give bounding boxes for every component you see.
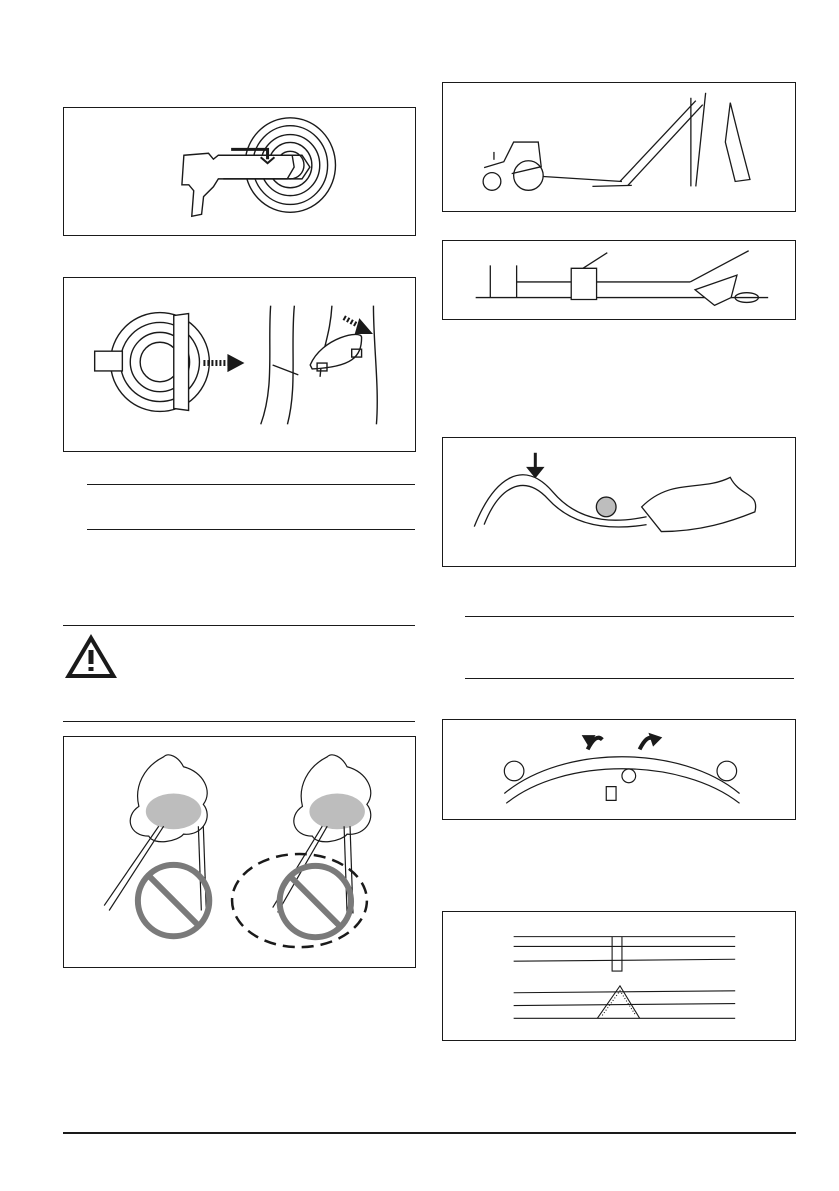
divider-right-bottom <box>465 678 794 679</box>
divider-top <box>87 484 415 485</box>
warning-rule-top <box>63 625 415 626</box>
figure-bent-trunk <box>442 437 796 567</box>
chain-saw-bar-in-log-illustration <box>64 108 415 235</box>
figure-log-cut-pattern <box>442 911 796 1041</box>
tractor-winch-illustration <box>443 83 795 211</box>
figure-winch-rope <box>442 240 796 320</box>
figure-wedge-in-tree <box>63 277 416 452</box>
footer-rule <box>63 1132 796 1134</box>
warning-rule-bottom <box>63 721 415 722</box>
log-cross-section-cuts-illustration <box>443 912 795 1040</box>
bent-log-cutting-illustration <box>443 720 795 819</box>
figure-chain-guide-bar-log <box>63 107 416 236</box>
divider-right-top <box>465 616 794 617</box>
figure-sawing-bent-log <box>442 719 796 820</box>
warning-triangle-icon <box>63 632 119 680</box>
figure-tractor-pulling-tree <box>442 82 796 212</box>
figure-no-tree-climbing <box>63 736 416 968</box>
divider-bottom <box>87 529 415 530</box>
prohibited-tree-figures-illustration <box>64 737 415 967</box>
winch-rope-illustration <box>443 241 795 319</box>
bent-trunk-tension-illustration <box>443 438 795 566</box>
felling-wedge-illustration <box>64 278 415 451</box>
